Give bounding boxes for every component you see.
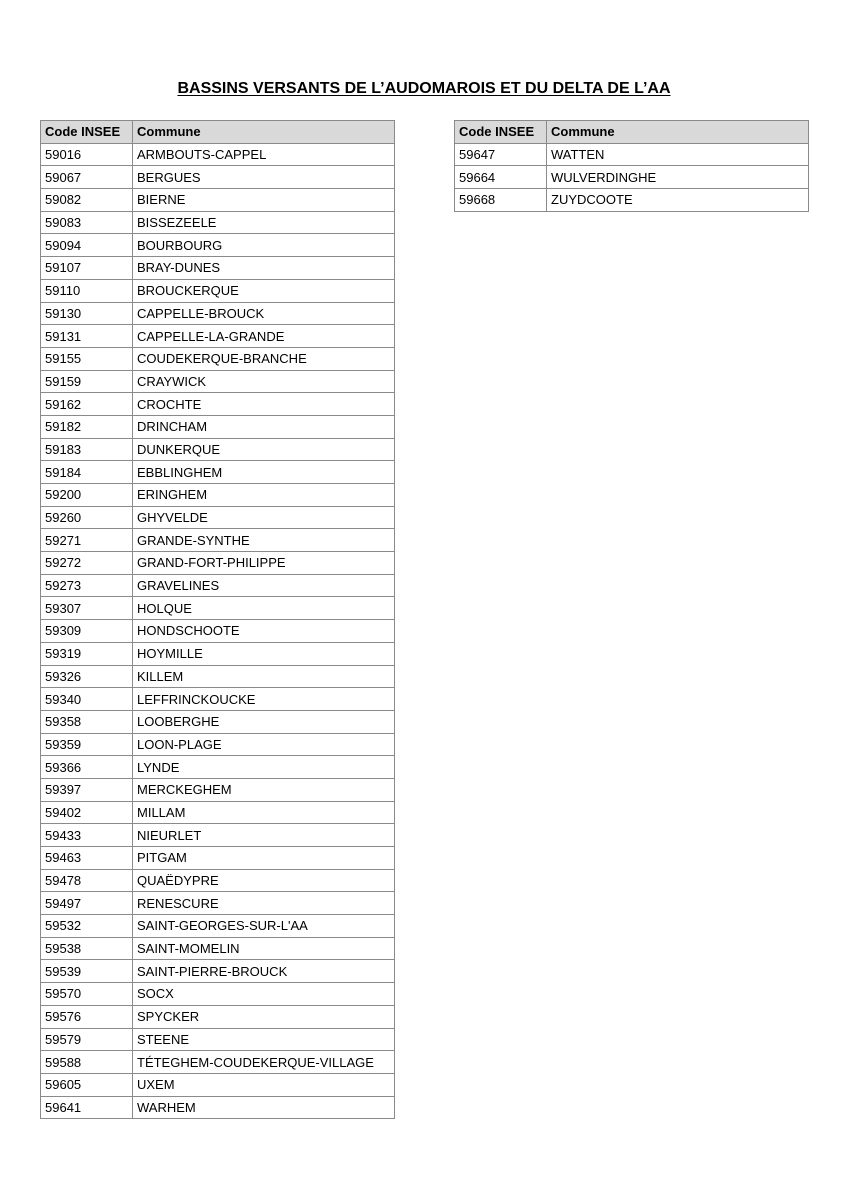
table-row [41, 1051, 395, 1074]
code-insee-cell: 59094 [41, 234, 133, 257]
table-row [41, 665, 395, 688]
commune-cell: PITGAM [133, 847, 395, 870]
table-row [41, 642, 395, 665]
commune-cell: BROUCKERQUE [133, 279, 395, 302]
table-row [41, 801, 395, 824]
communes-table-right [454, 120, 809, 212]
table-row [41, 847, 395, 870]
table-row [41, 892, 395, 915]
code-insee-cell: 59647 [455, 143, 547, 166]
table-row [41, 778, 395, 801]
table-body-right [455, 143, 809, 211]
table-row [41, 415, 395, 438]
code-insee-cell: 59260 [41, 506, 133, 529]
code-insee-cell: 59131 [41, 325, 133, 348]
commune-cell: QUAËDYPRE [133, 869, 395, 892]
table-row [41, 143, 395, 166]
table-row [41, 257, 395, 280]
code-insee-cell: 59162 [41, 393, 133, 416]
table-row [455, 166, 809, 189]
table-row [455, 189, 809, 212]
column-header-code-insee: Code INSEE [455, 121, 547, 144]
commune-cell: GHYVELDE [133, 506, 395, 529]
table-row [41, 1005, 395, 1028]
code-insee-cell: 59359 [41, 733, 133, 756]
code-insee-cell: 59641 [41, 1096, 133, 1119]
code-insee-cell: 59576 [41, 1005, 133, 1028]
table-row [41, 279, 395, 302]
code-insee-cell: 59588 [41, 1051, 133, 1074]
code-insee-cell: 59605 [41, 1073, 133, 1096]
code-insee-cell: 59433 [41, 824, 133, 847]
commune-cell: SAINT-PIERRE-BROUCK [133, 960, 395, 983]
code-insee-cell: 59478 [41, 869, 133, 892]
table-row [41, 688, 395, 711]
code-insee-cell: 59082 [41, 189, 133, 212]
column-header-commune: Commune [133, 121, 395, 144]
table-row [41, 302, 395, 325]
code-insee-cell: 59497 [41, 892, 133, 915]
table-row [41, 1028, 395, 1051]
commune-cell: RENESCURE [133, 892, 395, 915]
table-row [41, 983, 395, 1006]
table-row [41, 189, 395, 212]
table-row [41, 211, 395, 234]
commune-cell: GRAVELINES [133, 574, 395, 597]
commune-cell: BISSEZEELE [133, 211, 395, 234]
commune-cell: KILLEM [133, 665, 395, 688]
commune-cell: TÉTEGHEM-COUDEKERQUE-VILLAGE [133, 1051, 395, 1074]
communes-table-left [40, 120, 395, 1119]
commune-cell: HOLQUE [133, 597, 395, 620]
code-insee-cell: 59532 [41, 915, 133, 938]
code-insee-cell: 59182 [41, 415, 133, 438]
code-insee-cell: 59130 [41, 302, 133, 325]
code-insee-cell: 59016 [41, 143, 133, 166]
page-title [0, 80, 848, 98]
commune-cell: LOON-PLAGE [133, 733, 395, 756]
code-insee-cell: 59539 [41, 960, 133, 983]
code-insee-cell: 59538 [41, 937, 133, 960]
code-insee-cell: 59358 [41, 710, 133, 733]
commune-cell: HONDSCHOOTE [133, 620, 395, 643]
commune-cell: GRANDE-SYNTHE [133, 529, 395, 552]
table-row [41, 574, 395, 597]
table-row [41, 1073, 395, 1096]
column-header-code-insee: Code INSEE [41, 121, 133, 144]
code-insee-cell: 59326 [41, 665, 133, 688]
table-body-left [41, 143, 395, 1119]
column-header-commune: Commune [547, 121, 809, 144]
code-insee-cell: 59184 [41, 461, 133, 484]
table-row [41, 347, 395, 370]
table-row [41, 461, 395, 484]
table-row [41, 529, 395, 552]
commune-cell: MILLAM [133, 801, 395, 824]
table-row [41, 733, 395, 756]
code-insee-cell: 59340 [41, 688, 133, 711]
commune-cell: EBBLINGHEM [133, 461, 395, 484]
table-row [41, 1096, 395, 1119]
code-insee-cell: 59107 [41, 257, 133, 280]
table-row [41, 438, 395, 461]
commune-cell: ERINGHEM [133, 484, 395, 507]
table-row [41, 325, 395, 348]
table-row [41, 552, 395, 575]
commune-cell: LYNDE [133, 756, 395, 779]
code-insee-cell: 59271 [41, 529, 133, 552]
code-insee-cell: 59110 [41, 279, 133, 302]
code-insee-cell: 59402 [41, 801, 133, 824]
commune-cell: WATTEN [547, 143, 809, 166]
commune-cell: NIEURLET [133, 824, 395, 847]
table-row [41, 166, 395, 189]
commune-cell: BERGUES [133, 166, 395, 189]
commune-cell: CRAYWICK [133, 370, 395, 393]
code-insee-cell: 59067 [41, 166, 133, 189]
code-insee-cell: 59570 [41, 983, 133, 1006]
table-row [41, 960, 395, 983]
table-row [41, 824, 395, 847]
table-row [41, 370, 395, 393]
table-row [41, 597, 395, 620]
commune-cell: CAPPELLE-LA-GRANDE [133, 325, 395, 348]
code-insee-cell: 59200 [41, 484, 133, 507]
commune-cell: BOURBOURG [133, 234, 395, 257]
table-row [41, 710, 395, 733]
commune-cell: WARHEM [133, 1096, 395, 1119]
commune-cell: SPYCKER [133, 1005, 395, 1028]
commune-cell: ZUYDCOOTE [547, 189, 809, 212]
code-insee-cell: 59155 [41, 347, 133, 370]
commune-cell: DRINCHAM [133, 415, 395, 438]
code-insee-cell: 59159 [41, 370, 133, 393]
table-row [41, 484, 395, 507]
commune-cell: SOCX [133, 983, 395, 1006]
commune-cell: HOYMILLE [133, 642, 395, 665]
code-insee-cell: 59273 [41, 574, 133, 597]
code-insee-cell: 59307 [41, 597, 133, 620]
commune-cell: DUNKERQUE [133, 438, 395, 461]
commune-cell: CAPPELLE-BROUCK [133, 302, 395, 325]
commune-cell: LOOBERGHE [133, 710, 395, 733]
table-row [41, 506, 395, 529]
table-row [41, 937, 395, 960]
code-insee-cell: 59397 [41, 778, 133, 801]
code-insee-cell: 59309 [41, 620, 133, 643]
commune-cell: LEFFRINCKOUCKE [133, 688, 395, 711]
code-insee-cell: 59083 [41, 211, 133, 234]
code-insee-cell: 59668 [455, 189, 547, 212]
commune-cell: COUDEKERQUE-BRANCHE [133, 347, 395, 370]
commune-cell: MERCKEGHEM [133, 778, 395, 801]
commune-cell: SAINT-GEORGES-SUR-L'AA [133, 915, 395, 938]
code-insee-cell: 59366 [41, 756, 133, 779]
table-row [41, 393, 395, 416]
commune-cell: GRAND-FORT-PHILIPPE [133, 552, 395, 575]
code-insee-cell: 59272 [41, 552, 133, 575]
commune-cell: BRAY-DUNES [133, 257, 395, 280]
commune-cell: UXEM [133, 1073, 395, 1096]
table-row [455, 143, 809, 166]
page-title-text: BASSINS VERSANTS DE L’AUDOMAROIS ET DU DELTA DE L’AA [177, 80, 671, 97]
code-insee-cell: 59664 [455, 166, 547, 189]
code-insee-cell: 59579 [41, 1028, 133, 1051]
commune-cell: SAINT-MOMELIN [133, 937, 395, 960]
table-row [41, 869, 395, 892]
table-row [41, 756, 395, 779]
code-insee-cell: 59183 [41, 438, 133, 461]
commune-cell: ARMBOUTS-CAPPEL [133, 143, 395, 166]
commune-cell: WULVERDINGHE [547, 166, 809, 189]
table-header-row [455, 121, 809, 144]
table-row [41, 234, 395, 257]
commune-cell: CROCHTE [133, 393, 395, 416]
code-insee-cell: 59463 [41, 847, 133, 870]
commune-cell: BIERNE [133, 189, 395, 212]
code-insee-cell: 59319 [41, 642, 133, 665]
commune-cell: STEENE [133, 1028, 395, 1051]
table-header-row [41, 121, 395, 144]
table-row [41, 620, 395, 643]
table-row [41, 915, 395, 938]
